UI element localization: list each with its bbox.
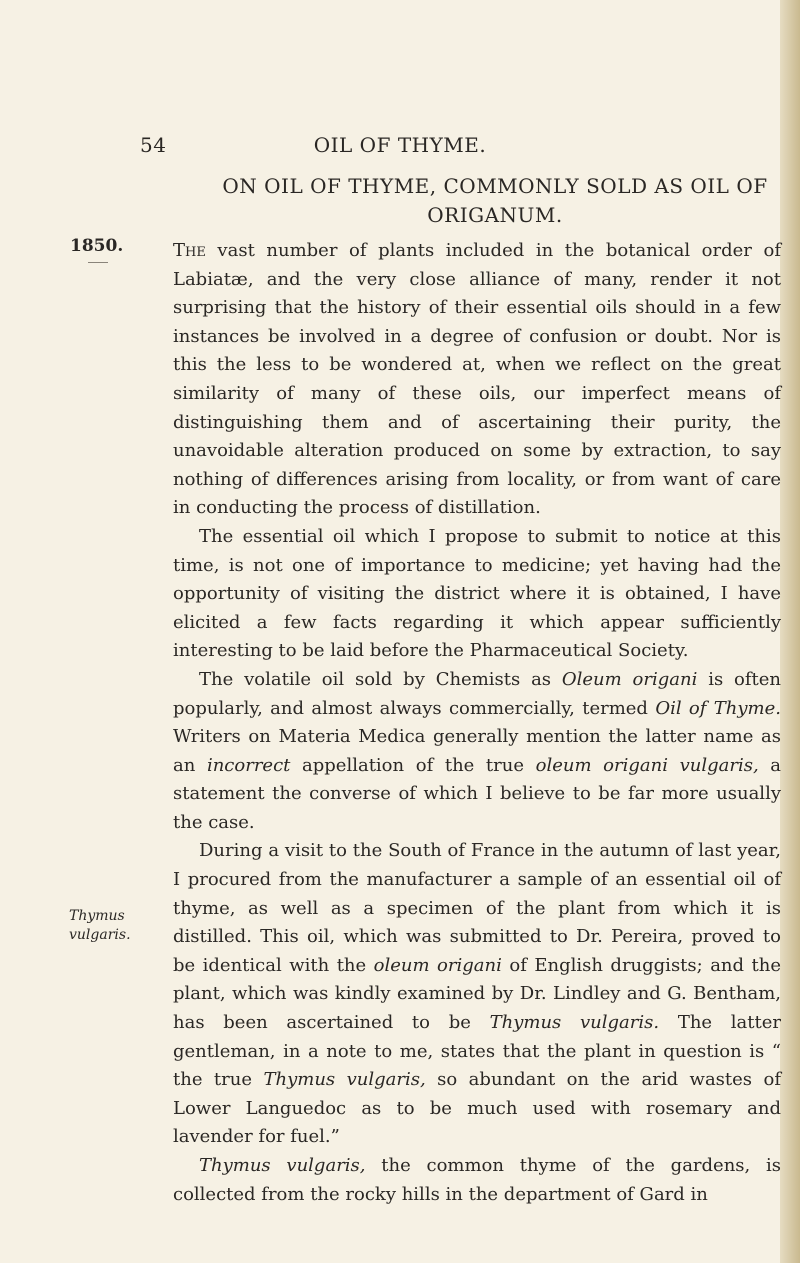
margin-dash [88,262,108,263]
margin-note [69,907,131,945]
paragraph-4-italic: oleum origani [373,954,502,976]
paragraph-3-italic: incorrect [206,754,291,776]
margin-note-line-1: Thymus [69,908,125,924]
paragraph-1 [173,237,781,523]
running-header [0,133,800,163]
article-title [200,172,790,230]
paragraph-4-italic: Thymus vulgaris. [489,1012,660,1034]
body-text [173,237,781,1209]
paragraph-3-text: is often popularly, and almost always commercially, termed [173,668,781,719]
paragraph-3-text: Writers on Materia Medica generally mention the latter name as an [173,726,781,776]
paragraph-1-text: vast number of plants included in the botanical order of Labiatæ, and the very close alliance of many, render it not surprising that the history of their essential oils should in a few instances be involved in a degree of confusion or doubt. Nor is this the less to be wondered at, when we reflect on the great similarity of many of these oils, our imperfect means of distinguishing them and of ascertaining their purity, the unavoidable alteration produced on some by extraction, to say nothing of differences arising from locality, or from want of care in conducting the process of distillation. [173,240,781,519]
paragraph-1-lead: The [173,240,206,261]
paragraph-5-italic: Thymus vulgaris, [199,1155,366,1176]
paragraph-3 [173,666,781,838]
paragraph-3-text: The volatile oil sold by Chemists as [199,668,562,690]
paragraph-5-text: the common thyme of the gardens, is collected from the rocky hills in the department of Gard in [173,1155,781,1205]
paragraph-3-italic: Oil of Thyme. [655,697,781,719]
title-line-1: ON OIL OF THYME, COMMONLY SOLD AS OIL OF [222,174,768,198]
margin-note-line-2: vulgaris. [69,927,131,943]
paragraph-4-italic: Thymus vulgaris, [263,1069,426,1091]
paragraph-4-text: The latter gentleman, in a note to me, states that the plant in question is “ the true [173,1012,782,1091]
paragraph-3-text: appellation of the true [290,754,536,776]
paragraph-4-text: so abundant on the arid wastes of Lower Languedoc as to be much used with rosemary and lavender for fuel.” [173,1069,781,1148]
margin-year: 1850. [70,236,124,256]
paragraph-5 [173,1152,781,1209]
paragraph-3-italic: oleum origani vulgaris, [535,754,759,776]
paragraph-2: The essential oil which I propose to submit to notice at this time, is not one of importance to medicine; yet having had the opportunity of visiting the district where it is obtained, I have elicited a few facts regarding it which appear sufficiently interesting to be laid before the Pharmaceutical Society. [173,525,781,662]
paragraph-4 [173,837,781,1152]
paragraph-3-text: a statement the converse of which I believe to be far more usually the case. [173,754,782,833]
paragraph-4-text: of English druggists; and the plant, which was kindly examined by Dr. Lindley and G. Bentham, has been ascertained to be [173,954,782,1034]
paragraph-4-text: During a visit to the South of France in the autumn of last year, I procured from the manufacturer a sample of an essential oil of thyme, as well as a specimen of the plant from which it is distilled. This oil, which was submitted to Dr. Pereira, proved to be identical with the [173,840,781,976]
running-title: OIL OF THYME. [313,133,487,157]
title-line-2: ORIGANUM. [427,203,563,227]
page-number: 54 [140,133,167,157]
paragraph-3-italic: Oleum origani [561,668,698,690]
